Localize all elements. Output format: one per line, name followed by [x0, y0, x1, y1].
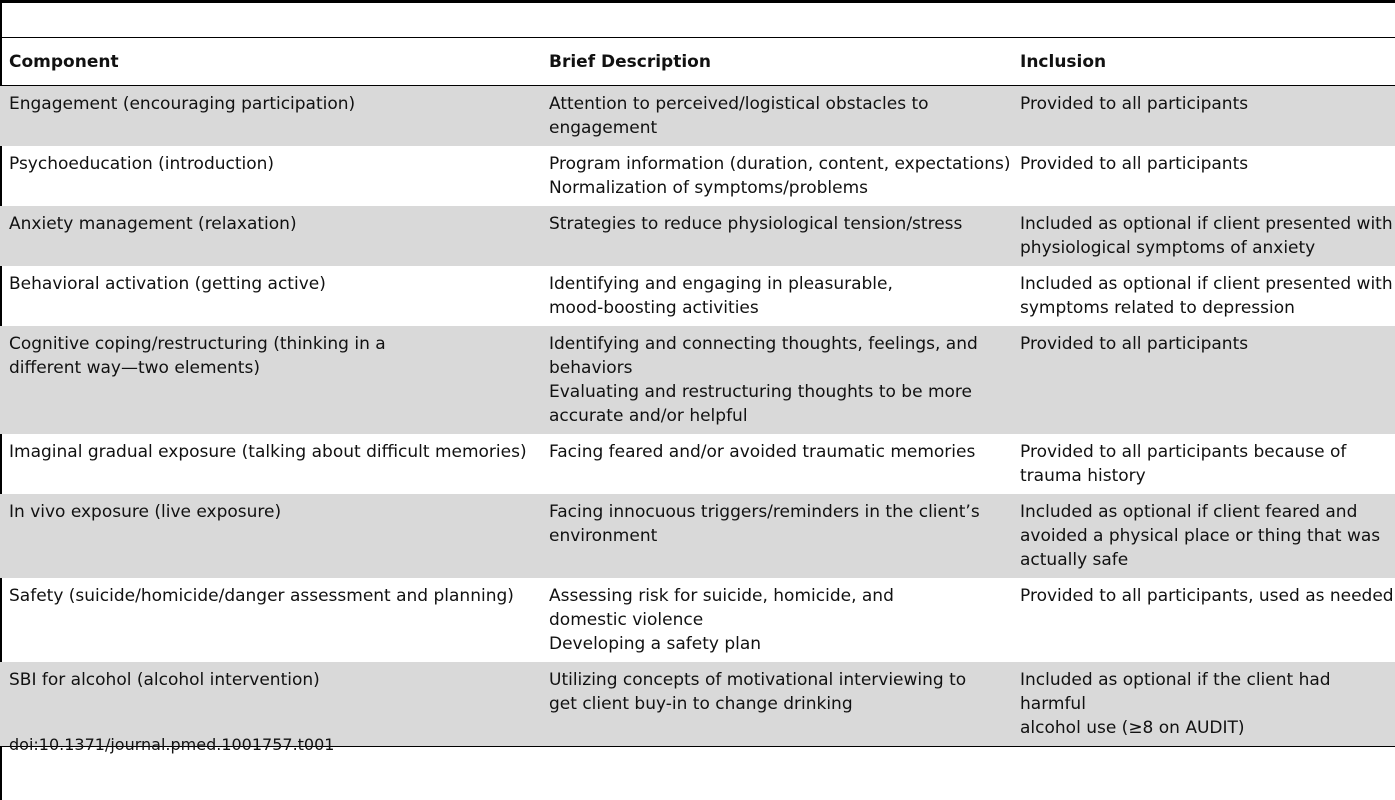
table-row	[0, 434, 1395, 494]
table-container	[0, 37, 1395, 747]
cell-description: Identifying and engaging in pleasurable, mood-boosting activities	[549, 274, 893, 318]
table-body	[0, 86, 1395, 747]
components-table	[0, 37, 1395, 747]
cell-inclusion: Provided to all participants	[1011, 326, 1395, 434]
cell-component: Cognitive coping/restructuring (thinking in a different way—two elements)	[0, 326, 540, 434]
top-border-rule	[0, 0, 1395, 3]
cell-description: Strategies to reduce physiological tension/stress	[540, 206, 1011, 266]
cell-component: Anxiety management (relaxation)	[0, 206, 540, 266]
cell-description: Facing feared and/or avoided traumatic memories	[549, 442, 976, 462]
cell-component: Psychoeducation (introduction)	[9, 154, 275, 174]
table-row	[0, 326, 1395, 434]
cell-inclusion: Provided to all participants because of trauma history	[1020, 442, 1347, 486]
table-row	[0, 146, 1395, 206]
cell-inclusion: Included as optional if client feared and avoided a physical place or thing that was actually safe	[1011, 494, 1395, 578]
cell-description: Attention to perceived/logistical obstacles to engagement	[540, 86, 1011, 147]
cell-inclusion: Included as optional if client presented with physiological symptoms of anxiety	[1011, 206, 1395, 266]
cell-component: Behavioral activation (getting active)	[9, 274, 326, 294]
table-header-row	[0, 38, 1395, 86]
cell-inclusion: Provided to all participants	[1020, 154, 1249, 174]
table-row	[0, 578, 1395, 662]
table-row	[0, 206, 1395, 266]
table-row	[0, 266, 1395, 326]
cell-inclusion: Included as optional if client presented with symptoms related to depression	[1020, 274, 1393, 318]
cell-description: Assessing risk for suicide, homicide, and domestic violence Developing a safety plan	[549, 586, 894, 654]
cell-description: Utilizing concepts of motivational interviewing to get client buy-in to change drinking	[540, 662, 1011, 747]
header-brief-description: Brief Description	[540, 38, 1011, 86]
cell-component: Imaginal gradual exposure (talking about difficult memories)	[9, 442, 527, 462]
cell-description: Program information (duration, content, expectations) Normalization of symptoms/problems	[549, 154, 1011, 198]
header-inclusion: Inclusion	[1011, 38, 1395, 86]
cell-component: Safety (suicide/homicide/danger assessment and planning)	[9, 586, 514, 606]
cell-component: SBI for alcohol (alcohol intervention)	[0, 662, 540, 747]
cell-inclusion: Provided to all participants, used as needed	[1020, 586, 1394, 606]
cell-inclusion: Provided to all participants	[1011, 86, 1395, 147]
header-component: Component	[0, 38, 540, 86]
cell-component: Engagement (encouraging participation)	[0, 86, 540, 147]
cell-component: In vivo exposure (live exposure)	[0, 494, 540, 578]
table-row	[0, 662, 1395, 747]
table-row	[0, 494, 1395, 578]
cell-description: Identifying and connecting thoughts, feelings, and behaviors Evaluating and restructuring thoughts to be more accurate and/or helpful	[540, 326, 1011, 434]
table-row	[0, 86, 1395, 147]
doi-caption: doi:10.1371/journal.pmed.1001757.t001	[9, 735, 335, 754]
cell-description: Facing innocuous triggers/reminders in the client’s environment	[540, 494, 1011, 578]
cell-inclusion: Included as optional if the client had harmful alcohol use (≥8 on AUDIT)	[1011, 662, 1395, 747]
